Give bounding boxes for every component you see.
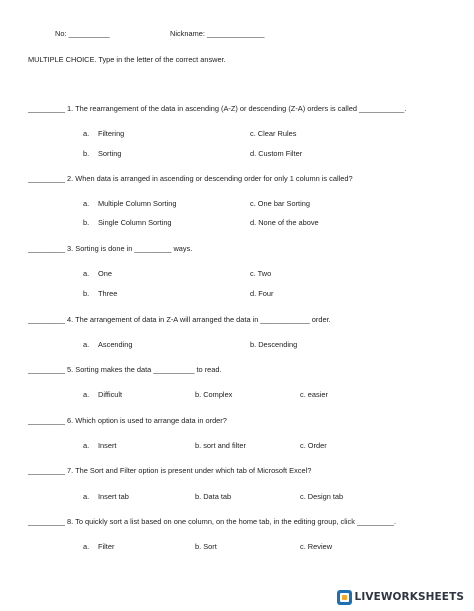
q2-option-b-letter: b. bbox=[83, 218, 90, 227]
q2-option-a-letter: a. bbox=[83, 199, 90, 208]
q8-option-a-letter: a. bbox=[83, 542, 90, 551]
nickname-field-label: Nickname: ______________ bbox=[170, 29, 265, 38]
q1-option-a-text: Filtering bbox=[98, 129, 125, 138]
q3-option-a-letter: a. bbox=[83, 269, 90, 278]
q3-option-a-text: One bbox=[98, 269, 112, 278]
q3-option-b-letter: b. bbox=[83, 289, 90, 298]
q8-option-c: c. Review bbox=[300, 542, 333, 551]
q6-option-a-text: Insert bbox=[98, 441, 117, 450]
q2-option-d: d. None of the above bbox=[250, 218, 319, 227]
liveworksheets-logo-icon bbox=[337, 590, 352, 605]
q6-option-a-letter: a. bbox=[83, 441, 90, 450]
q1-option-b-letter: b. bbox=[83, 149, 90, 158]
q3-option-d: d. Four bbox=[250, 289, 274, 298]
question-4: _________ 4. The arrangement of data in Z-A will arranged the data in ____________ order. bbox=[28, 315, 331, 324]
q6-option-b: b. sort and filter bbox=[195, 441, 246, 450]
q1-option-a-letter: a. bbox=[83, 129, 90, 138]
q7-option-a-letter: a. bbox=[83, 492, 90, 501]
instructions: MULTIPLE CHOICE. Type in the letter of the correct answer. bbox=[28, 55, 226, 64]
q3-option-b-text: Three bbox=[98, 289, 118, 298]
q8-option-b: b. Sort bbox=[195, 542, 217, 551]
q1-option-d: d. Custom Filter bbox=[250, 149, 303, 158]
q4-option-a-letter: a. bbox=[83, 340, 90, 349]
q5-option-a-text: Difficult bbox=[98, 390, 123, 399]
liveworksheets-logo bbox=[337, 589, 464, 605]
q7-option-b: b. Data tab bbox=[195, 492, 232, 501]
question-2: _________ 2. When data is arranged in ascending or descending order for only 1 column is called? bbox=[28, 174, 353, 183]
q5-option-c: c. easier bbox=[300, 390, 328, 399]
brand-name: LIVEWORKSHEETS bbox=[354, 590, 464, 603]
question-6: _________ 6. Which option is used to arrange data in order? bbox=[28, 416, 227, 425]
q1-option-b-text: Sorting bbox=[98, 149, 122, 158]
q4-option-b: b. Descending bbox=[250, 340, 298, 349]
q2-option-c: c. One bar Sorting bbox=[250, 199, 310, 208]
question-7: _________ 7. The Sort and Filter option is present under which tab of Microsoft Excel? bbox=[28, 466, 312, 475]
q6-option-c: c. Order bbox=[300, 441, 327, 450]
question-5: _________ 5. Sorting makes the data __________ to read. bbox=[28, 365, 222, 374]
q7-option-a-text: Insert tab bbox=[98, 492, 129, 501]
q8-option-a-text: Filter bbox=[98, 542, 115, 551]
q1-option-c: c. Clear Rules bbox=[250, 129, 297, 138]
question-3: _________ 3. Sorting is done in _________ ways. bbox=[28, 244, 193, 253]
question-8: _________ 8. To quickly sort a list based on one column, on the home tab, in the editing group, click _________. bbox=[28, 517, 397, 526]
q2-option-b-text: Single Column Sorting bbox=[98, 218, 172, 227]
q3-option-c: c. Two bbox=[250, 269, 272, 278]
q5-option-a-letter: a. bbox=[83, 390, 90, 399]
q5-option-b: b. Complex bbox=[195, 390, 233, 399]
q4-option-a-text: Ascending bbox=[98, 340, 133, 349]
q7-option-c: c. Design tab bbox=[300, 492, 344, 501]
question-1: _________ 1. The rearrangement of the data in ascending (A-Z) or descending (Z-A) orders is called ___________. bbox=[28, 104, 407, 113]
q2-option-a-text: Multiple Column Sorting bbox=[98, 199, 177, 208]
no-field-label: No: __________ bbox=[55, 29, 110, 38]
